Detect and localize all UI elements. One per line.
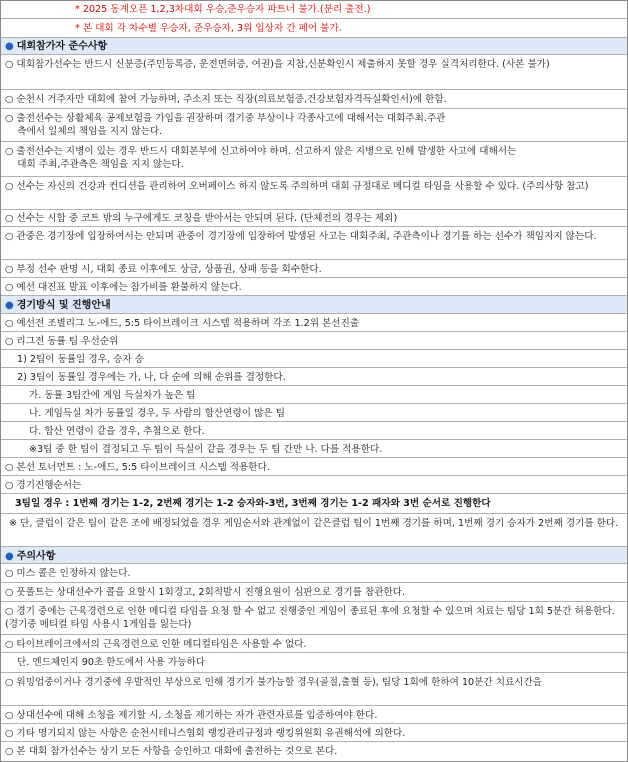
rule-item: ○ 대회참가선수는 반드시 신분증(주민등록증, 운전면허증, 여권)을 지참,신분확인시 제출하지 못할 경우 실격처리한다. (사본 불가) xyxy=(1,55,627,90)
bullet-icon: ● xyxy=(5,300,14,311)
rule-item: ○ 타이브레이크에서의 근육경련으로 인한 메디컬타임은 사용할 수 없다. xyxy=(1,635,627,653)
section-header-participant-rules: ● 대회참가자 준수사항 xyxy=(1,38,627,55)
rule-item: ○ 상대선수에 대해 소청을 제기할 시, 소청을 제기하는 자가 관련자료를 입증하여야 한다. xyxy=(1,706,627,724)
rule-item: ○ 관중은 경기장에 입장하여서는 안되며 관중이 경기장에 입장하여 발생된 사고는 대회주최, 주관측이나 경기를 하는 선수가 책임지지 않는다. xyxy=(1,227,627,260)
section-header-match-format: ● 경기방식 및 진행안내 xyxy=(1,296,627,314)
bullet-icon: ● xyxy=(5,41,14,52)
rule-subitem: 나. 게임득실 차가 동률일 경우, 두 사람의 합산연령이 많은 팀 xyxy=(1,404,627,422)
rule-item: ○ 경기진행순서는 xyxy=(1,476,627,494)
match-order-rule: 3팀일 경우 : 1번째 경기는 1-2, 2번째 경기는 1-2 승자와-3번, 3번째 경기는 1-2 패자와 3번 순서로 진행한다 xyxy=(1,494,627,514)
rule-item: ○ 순천시 거주자만 대회에 참여 가능하며, 주소지 또는 직장(의료보험증,건강보험자격득실확인서)에 한함. xyxy=(1,90,627,109)
section-header-cautions: ● 주의사항 xyxy=(1,547,627,564)
note-partner-restriction: * 2025 동계오픈 1,2,3차대회 우승,준우승자 파트너 불가.(분리 출전.) xyxy=(1,1,627,19)
rule-item: ○ 풋폴트는 상대선수가 콜을 요할시 1회경고, 2회적발시 진행요원이 심판으로 경기를 참관한다. xyxy=(1,583,627,602)
rule-item: ○ 리그전 동률 팀 우선순위 xyxy=(1,332,627,350)
rule-subitem: 다. 합산 연령이 같을 경우, 추첨으로 한다. xyxy=(1,422,627,440)
rule-item: ○ 출전선수는 지병이 있는 경우 반드시 대회본부에 신고하여야 하며. 신고하지 않은 지병으로 인해 발생한 사고에 대해서는 대회 주최,주관측은 책임을 지지 않는다. xyxy=(1,142,627,177)
rule-subitem: 가. 동률 3팀간에 게임 득실차가 높은 팀 xyxy=(1,386,627,404)
rule-subitem: 1) 2팀이 동률일 경우, 승자 승 xyxy=(1,350,627,368)
rule-item: ○ 경기 중에는 근육경련으로 인한 메디컬 타임을 요청 할 수 없고 진행중인 게임이 종료된 후에 요청할 수 있으며 치료는 팀당 1회 5분간 허용한다. (경기중 메티컬 타임 사용시 1게임을 잃는다) xyxy=(1,602,627,635)
rule-item: ○ 미스 콜은 인정하지 않는다. xyxy=(1,564,627,583)
rule-item: ○ 예선전 조별리그 노-에드, 5:5 타이브레이크 시스템 적용하며 각조 1.2위 본선진출 xyxy=(1,314,627,332)
rule-item: ○ 워밍업중이거나 경기중에 우발적인 부상으로 인해 경기가 불가능할 경우(골절,출혈 등), 팀당 1회에 한하여 10분간 치료시간을 xyxy=(1,673,627,706)
rule-subitem: 단. 엔드체인지 90초 한도에서 사용 가능하다 xyxy=(1,653,627,673)
rule-item: ○ 본 대회 참가선수는 상기 모든 사항을 승인하고 대회에 출전하는 것으로 본다. xyxy=(5,746,338,757)
rule-item: ○ 예선 대진표 발표 이후에는 참가비를 환불하지 않는다. xyxy=(1,278,627,296)
rule-subitem: ※ 단, 클럽이 같은 팀이 같은 조에 배정되었을 경우 게임순서와 관계없이 같은클럽 팀이 1번째 경기를 하며, 1번째 경기 승자가 2번째 경기를 한다. xyxy=(1,514,627,547)
note-pair-restriction: * 본 대회 각 차수별 우승자, 준우승자, 3위 입상자 간 페어 불가. xyxy=(1,19,627,38)
bullet-icon: ● xyxy=(5,551,14,562)
rule-item: ○ 본선 토너먼트 : 노-애드, 5:5 타이브레이크 시스템 적용한다. xyxy=(1,458,627,476)
rule-item: ○ 선수는 자신의 건강과 컨디션을 관리하여 오버페이스 하지 않도록 주의하며 대회 규정대로 메디컬 타임을 사용할 수 있다. (주의사항 참고) xyxy=(1,177,627,210)
rule-item: ○ 선수는 시합 중 코트 밖의 누구에게도 코칭을 받아서는 안되며 된다. (단체전의 경우는 제외) xyxy=(1,210,627,227)
rule-item: ○ 기타 명기되지 않는 사항은 순천시테니스협회 랭킹관리규정과 랭킹위원회 유권해석에 의한다. xyxy=(1,724,627,742)
rule-item: ○ 부정 선수 판명 시, 대회 종료 이후에도 상금, 상품권, 상패 등을 회수한다. xyxy=(1,260,627,278)
rule-subitem: ※3팀 중 한 팀이 결정되고 두 팀이 득실이 같을 경우는 두 팀 간만 나. 다를 적용한다. xyxy=(1,440,627,458)
rule-subitem: 2) 3팀이 동률일 경우에는 가, 나, 다 순에 의해 순위를 결정한다. xyxy=(1,368,627,386)
rule-item: ○ 출전선수는 상활체육 공제보험을 가입을 권장하며 경기중 부상이나 각종사고에 대해서는 대회주최.주관 측에서 일체의 책임을 지지 않는다. xyxy=(1,109,627,142)
